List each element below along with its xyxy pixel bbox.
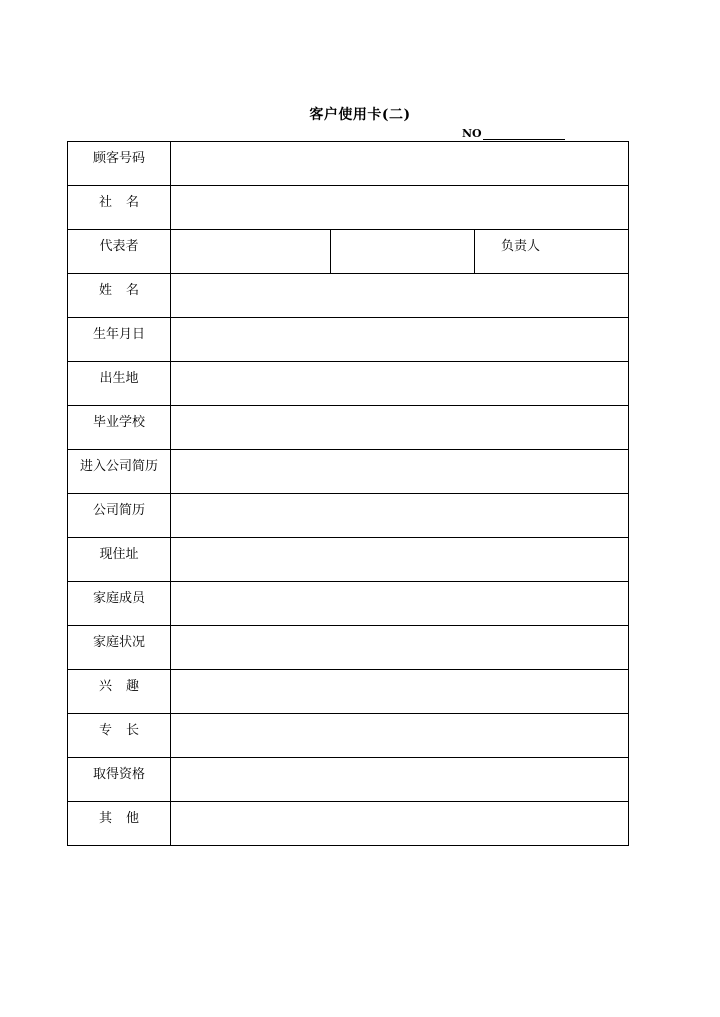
- table-row: [68, 802, 629, 846]
- field-company-history[interactable]: [171, 494, 629, 538]
- table-row: [68, 450, 629, 494]
- field-specialty[interactable]: [171, 714, 629, 758]
- field-other[interactable]: [171, 802, 629, 846]
- responsible-person-label: 负责人: [501, 239, 541, 254]
- field-current-address[interactable]: [171, 538, 629, 582]
- customer-card-table: [67, 141, 629, 846]
- form-title: [0, 104, 720, 124]
- row-label-birthplace: 出生地: [68, 362, 171, 406]
- form-number-field[interactable]: [483, 127, 565, 140]
- form-number-label: NO: [462, 127, 482, 140]
- field-customer-number[interactable]: [171, 142, 629, 186]
- table-row: [68, 538, 629, 582]
- field-joining-history[interactable]: [171, 450, 629, 494]
- row-label-graduated-school: 毕业学校: [68, 406, 171, 450]
- table-row: [68, 626, 629, 670]
- table-row: [68, 274, 629, 318]
- field-interests[interactable]: [171, 670, 629, 714]
- row-label-name: 姓名: [68, 274, 171, 318]
- table-row: [68, 714, 629, 758]
- field-company-name[interactable]: [171, 186, 629, 230]
- field-family-members[interactable]: [171, 582, 629, 626]
- form-number: [462, 126, 565, 140]
- row-label-current-address: 现住址: [68, 538, 171, 582]
- table-row: [68, 670, 629, 714]
- table-row: [68, 186, 629, 230]
- table-row: [68, 406, 629, 450]
- field-birthplace[interactable]: [171, 362, 629, 406]
- field-family-status[interactable]: [171, 626, 629, 670]
- row-label-birth-date: 生年月日: [68, 318, 171, 362]
- field-representative-1[interactable]: [171, 230, 331, 274]
- field-graduated-school[interactable]: [171, 406, 629, 450]
- form-title-text: 客户使用卡(二): [309, 107, 411, 123]
- responsible-person-cell[interactable]: [475, 230, 629, 274]
- table-row: [68, 230, 629, 274]
- table-row: [68, 362, 629, 406]
- row-label-family-members: 家庭成员: [68, 582, 171, 626]
- row-label-qualifications: 取得资格: [68, 758, 171, 802]
- row-label-family-status: 家庭状况: [68, 626, 171, 670]
- row-label-interests: 兴趣: [68, 670, 171, 714]
- row-label-specialty: 专长: [68, 714, 171, 758]
- table-row: [68, 758, 629, 802]
- row-label-other: 其他: [68, 802, 171, 846]
- field-birth-date[interactable]: [171, 318, 629, 362]
- table-row: [68, 582, 629, 626]
- row-label-joining-history: 进入公司简历: [68, 450, 171, 494]
- table-row: [68, 142, 629, 186]
- row-label-company-history: 公司简历: [68, 494, 171, 538]
- field-representative-2[interactable]: [331, 230, 475, 274]
- field-name[interactable]: [171, 274, 629, 318]
- row-label-representative: 代表者: [68, 230, 171, 274]
- table-row: [68, 318, 629, 362]
- field-qualifications[interactable]: [171, 758, 629, 802]
- row-label-company-name: 社名: [68, 186, 171, 230]
- table-row: [68, 494, 629, 538]
- row-label-customer-number: 顾客号码: [68, 142, 171, 186]
